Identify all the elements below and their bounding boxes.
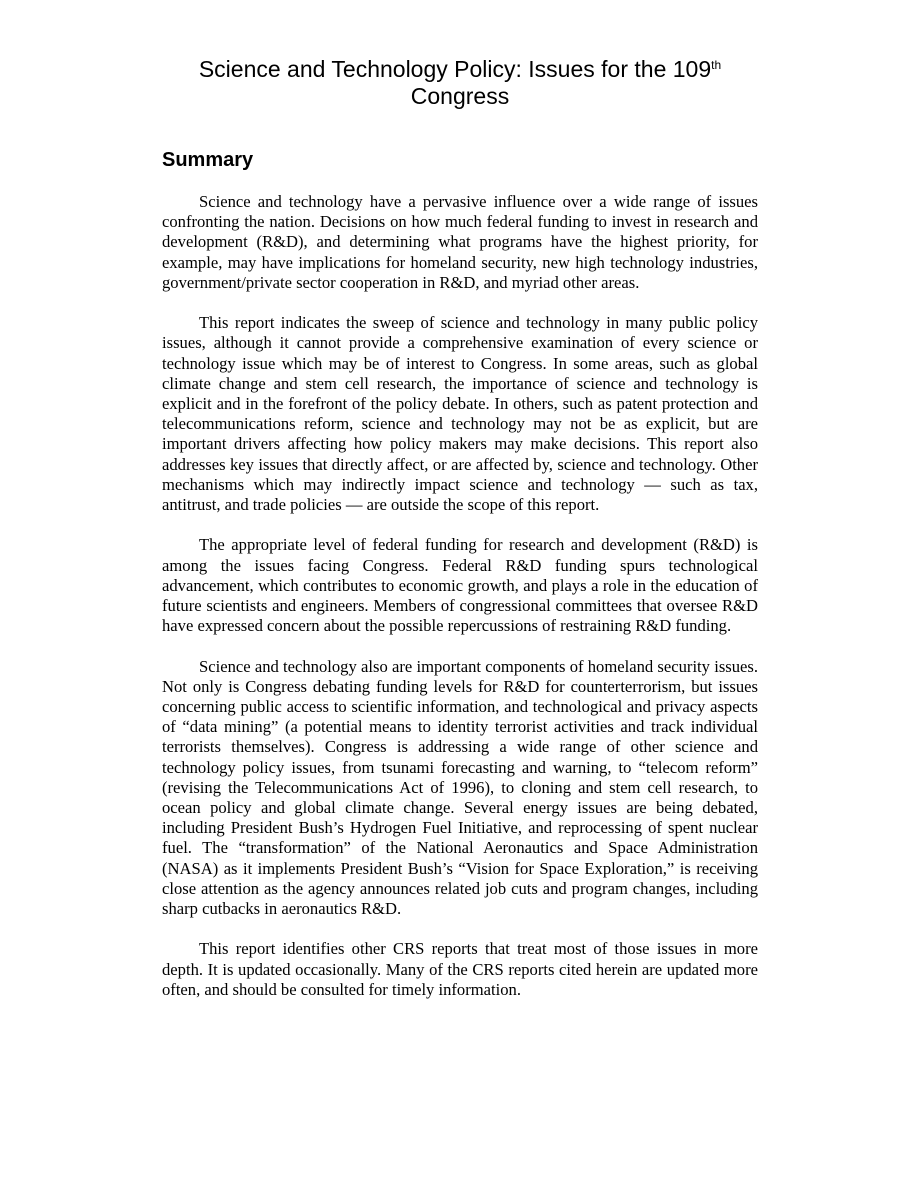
- paragraph-3: The appropriate level of federal funding for research and development (R&D) is among the issues facing Congress. Federal R&D funding spurs technological advancement, which contributes to economic growth, and plays a role in the education of future scientists and engineers. Members of congressional committees that oversee R&D have expressed concern about the possible repercussions of restraining R&D funding.: [162, 535, 758, 636]
- title-line-2: Congress: [410, 83, 510, 109]
- paragraph-5: This report identifies other CRS reports that treat most of those issues in more depth. It is updated occasionally. Many of the CRS reports cited herein are updated more often, and should be consulted for timely information.: [162, 939, 758, 999]
- title-main: Science and Technology Policy: Issues for the 109: [198, 56, 712, 82]
- title-superscript: th: [711, 58, 722, 72]
- document-title: [162, 56, 758, 110]
- paragraph-1: Science and technology have a pervasive influence over a wide range of issues confronting the nation. Decisions on how much federal funding to invest in research and development (R&D), and determining what programs have the highest priority, for example, may have implications for homeland security, new high technology industries, government/private sector cooperation in R&D, and myriad other areas.: [162, 192, 758, 292]
- paragraph-4: Science and technology also are important components of homeland security issues. Not only is Congress debating funding levels for R&D for counterterrorism, but issues concerning public access to scientific information, and technological and privacy aspects of “data mining” (a potential means to identity terrorist activities and track individual terrorists themselves). Congress is addressing a wide range of other science and technology policy issues, from tsunami forecasting and warning, to “telecom reform” (revising the Telecommunications Act of 1996), to cloning and stem cell research, to ocean policy and global climate change. Several energy issues are being debated, including President Bush’s Hydrogen Fuel Initiative, and reprocessing of spent nuclear fuel. The “transformation” of the National Aeronautics and Space Administration (NASA) as it implements President Bush’s “Vision for Space Exploration,” is receiving close attention as the agency announces related job cuts and program changes, including sharp cutbacks in aeronautics R&D.: [162, 656, 758, 919]
- section-heading-summary: Summary: [162, 149, 254, 171]
- paragraph-2: This report indicates the sweep of science and technology in many public policy issues, although it cannot provide a comprehensive examination of every science or technology issue which may be of interest to Congress. In some areas, such as global climate change and stem cell research, the importance of science and technology is explicit and in the forefront of the policy debate. In others, such as patent protection and telecommunications reform, science and technology may not be as explicit, but are important drivers affecting how policy makers may make decisions. This report also addresses key issues that directly affect, or are affected by, science and technology. Other mechanisms which may indirectly impact science and technology — such as tax, antitrust, and trade policies — are outside the scope of this report.: [162, 313, 758, 515]
- summary-body: [162, 192, 758, 1020]
